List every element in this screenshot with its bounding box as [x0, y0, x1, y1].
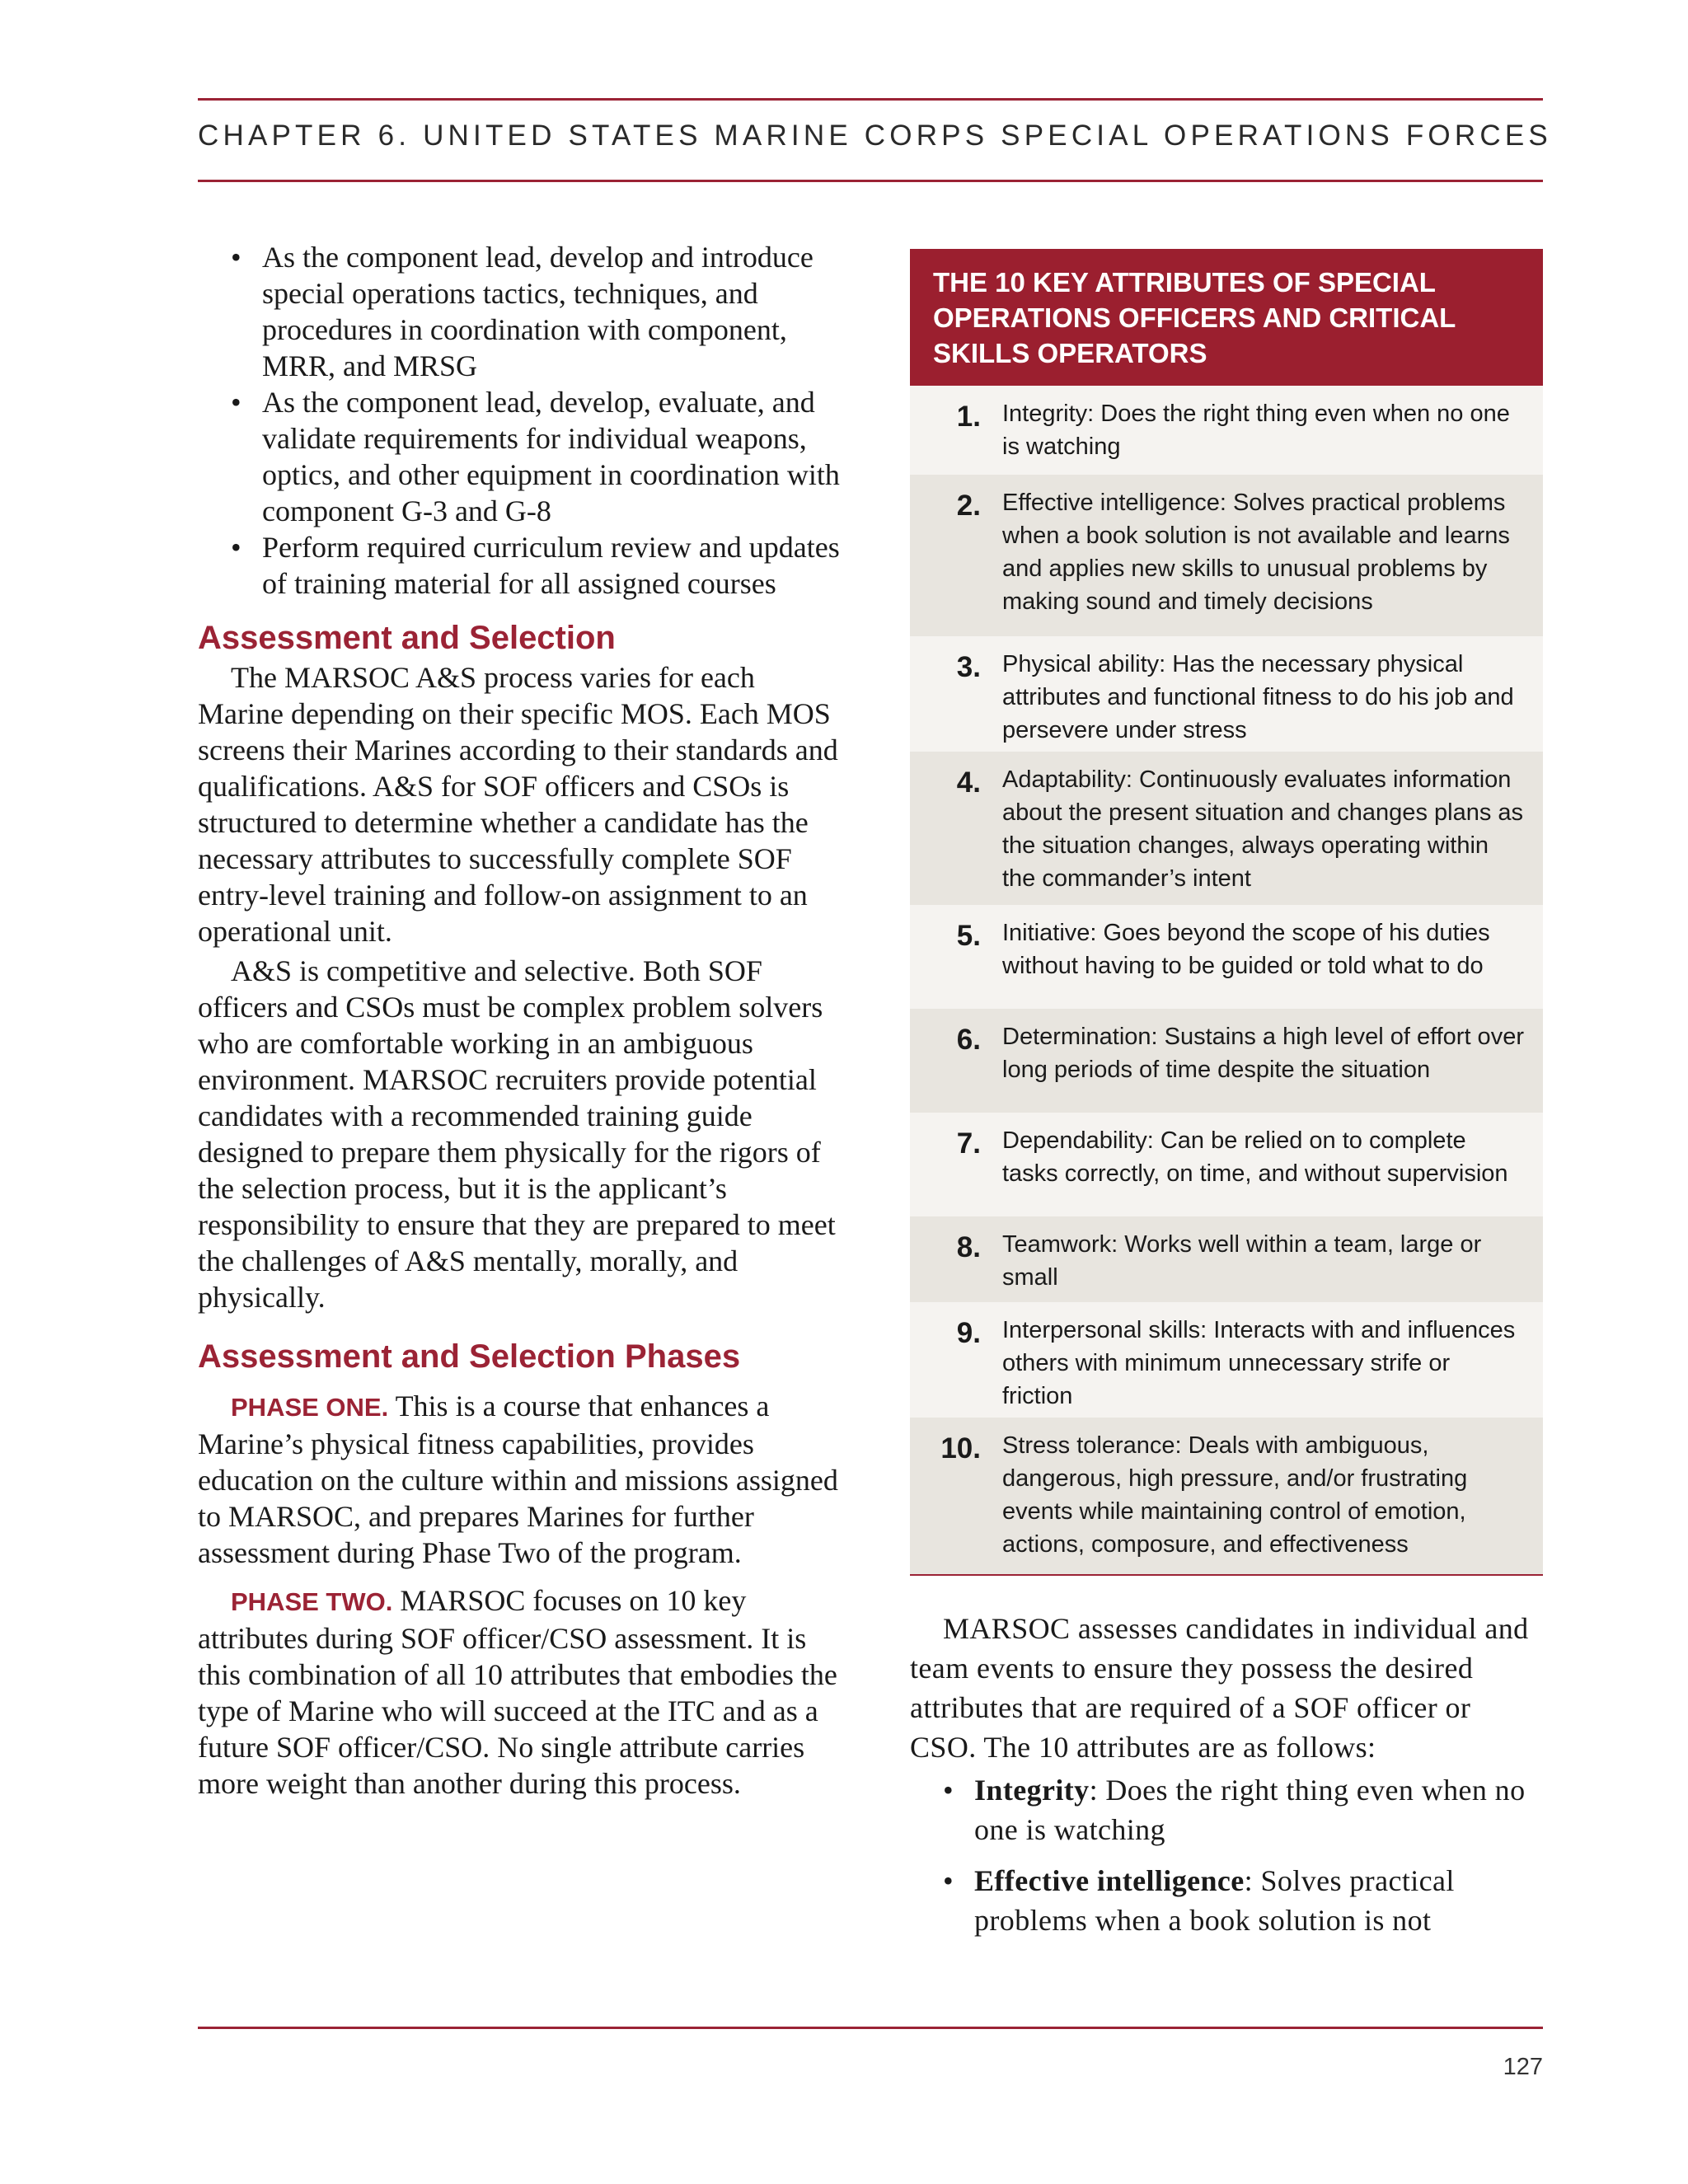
- header-bottom-rule: [198, 180, 1543, 182]
- phase-one-paragraph: [198, 1388, 841, 1571]
- left-column: [198, 239, 841, 1813]
- attribute-number: 4.: [956, 766, 981, 799]
- paragraph: The MARSOC A&S process varies for each Marine depending on their specific MOS. Each MOS screens their Marines according to their standards and qualifications. A&S for SOF officers and CSOs is structured to determine whether a candidate has the necessary attributes to successfully complete SOF entry-level training and follow-on assignment to an operational unit.: [198, 661, 838, 948]
- section-heading-assessment-selection: Assessment and Selection: [198, 620, 616, 656]
- attribute-text: Dependability: Can be relied on to complete tasks correctly, on time, and without supervision: [1002, 1127, 1508, 1187]
- phase-two-paragraph: [198, 1582, 841, 1802]
- attribute-text: Adaptability: Continuously evaluates information about the present situation and changes plans as the situation changes, always operating within the commander’s intent: [1002, 766, 1524, 892]
- attribute-text: Stress tolerance: Deals with ambiguous, dangerous, high pressure, and/or frustrating events while maintaining control of emotion, actions, composure, and effectiveness: [1002, 1432, 1468, 1558]
- list-item: [943, 1770, 1545, 1849]
- attribute-row: [910, 1009, 1543, 1113]
- attribute-number: 1.: [956, 401, 981, 433]
- right-column-text: [910, 1609, 1545, 1952]
- sidebar-bottom-rule: [910, 1574, 1543, 1576]
- phase-one-text: This is a course that enhances a Marine’s physical fitness capabilities, provides education on the culture within and missions assigned to MARSOC, and prepares Marines for further assessment during Phase Two of the program.: [198, 1390, 838, 1569]
- attribute-text: Teamwork: Works well within a team, large or small: [1002, 1231, 1482, 1291]
- attribute-text: Physical ability: Has the necessary physical attributes and functional fitness to do his job and persevere under stress: [1002, 651, 1514, 743]
- attribute-number: 9.: [956, 1317, 981, 1349]
- phase-one-label: PHASE ONE.: [231, 1393, 389, 1422]
- attribute-text: Interpersonal skills: Interacts with and influences others with minimum unnecessary strife or friction: [1002, 1317, 1516, 1409]
- attribute-number: 5.: [956, 920, 981, 952]
- header-top-rule: [198, 98, 1543, 101]
- list-item: • As the component lead, develop and introduce special operations tactics, techniques, and procedures in coordination with component, MRR, and MRSG: [231, 239, 841, 384]
- chapter-header: CHAPTER 6. UNITED STATES MARINE CORPS SPECIAL OPERATIONS FORCES: [198, 120, 1552, 152]
- list-item: [943, 1861, 1545, 1940]
- footer-rule: [198, 2027, 1543, 2029]
- attribute-text: Integrity: Does the right thing even when no one is watching: [1002, 401, 1510, 460]
- attribute-number: 8.: [956, 1231, 981, 1263]
- attribute-number: 6.: [956, 1024, 981, 1056]
- paragraph: A&S is competitive and selective. Both SOF officers and CSOs must be complex problem solvers who are comfortable working in an ambiguous environment. MARSOC recruiters provide potential candidates with a recommended training guide designed to prepare them physically for the rigors of the selection process, but it is the applicant’s responsibility to ensure that they are prepared to meet the challenges of A&S mentally, morally, and physically.: [198, 954, 836, 1314]
- attributes-bullet-list: [910, 1770, 1545, 1940]
- attribute-term: Integrity: [974, 1774, 1090, 1807]
- attribute-row: [910, 1418, 1543, 1574]
- attribute-description: : Does the right thing even when no one is watching: [974, 1774, 1526, 1846]
- list-item: • Perform required curriculum review and updates of training material for all assigned courses: [231, 529, 841, 602]
- attribute-number: 10.: [940, 1432, 981, 1465]
- attribute-row: [910, 386, 1543, 475]
- attribute-number: 3.: [956, 651, 981, 683]
- section-heading-phases: Assessment and Selection Phases: [198, 1338, 741, 1375]
- attribute-description: : Solves practical problems when a book solution is not: [974, 1864, 1455, 1937]
- attribute-number: 7.: [956, 1127, 981, 1160]
- list-item: • As the component lead, develop, evaluate, and validate requirements for individual weapons, optics, and other equipment in coordination with component G-3 and G-8: [231, 384, 841, 529]
- attribute-text: Initiative: Goes beyond the scope of his duties without having to be guided or told what to do: [1002, 920, 1490, 979]
- duties-bullet-list: [198, 239, 841, 602]
- attribute-number: 2.: [956, 490, 981, 522]
- page-number: 127: [1503, 2054, 1543, 2080]
- paragraph: MARSOC assesses candidates in individual and team events to ensure they possess the desired attributes that are required of a SOF officer or CSO. The 10 attributes are as follows:: [910, 1612, 1529, 1764]
- attribute-row: [910, 905, 1543, 1009]
- attribute-term: Effective intelligence: [974, 1864, 1245, 1897]
- phase-two-label: PHASE TWO.: [231, 1587, 393, 1616]
- attribute-row: [910, 1113, 1543, 1216]
- attribute-text: Determination: Sustains a high level of effort over long periods of time despite the situation: [1002, 1024, 1524, 1083]
- attribute-row: [910, 1216, 1543, 1302]
- sidebar-title: THE 10 KEY ATTRIBUTES OF SPECIAL OPERATIONS OFFICERS AND CRITICAL SKILLS OPERATORS: [910, 249, 1543, 386]
- key-attributes-sidebar: [910, 249, 1543, 1576]
- attribute-row: [910, 636, 1543, 752]
- phase-two-text: MARSOC focuses on 10 key attributes during SOF officer/CSO assessment. It is this combination of all 10 attributes that embodies the type of Marine who will succeed at the ITC and as a future SOF officer/CSO. No single attribute carries more weight than another during this process.: [198, 1584, 837, 1800]
- attribute-row: [910, 1302, 1543, 1418]
- attribute-text: Effective intelligence: Solves practical problems when a book solution is not available and learns and applies new skills to unusual problems by making sound and timely decisions: [1002, 490, 1510, 615]
- attribute-row: [910, 752, 1543, 905]
- attribute-row: [910, 475, 1543, 636]
